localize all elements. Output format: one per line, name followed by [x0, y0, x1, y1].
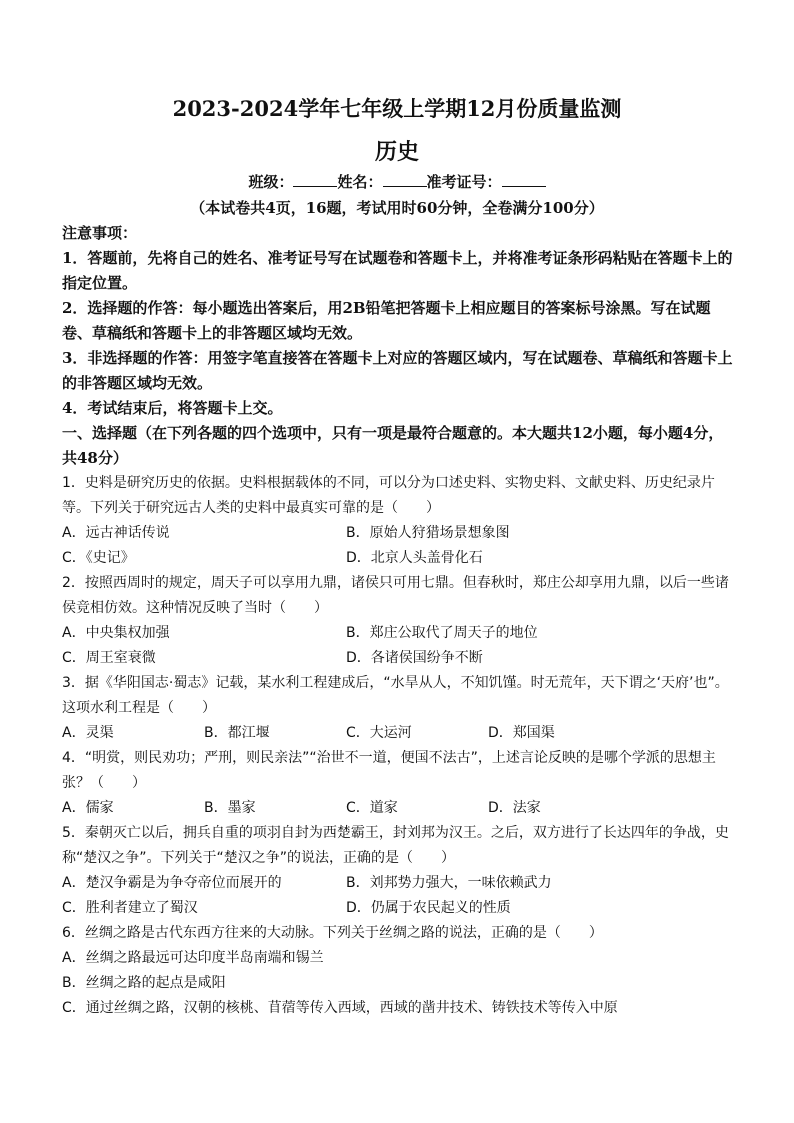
notice-item: 4．考试结束后，将答题卡上交。 [62, 399, 283, 417]
notice-heading: 注意事项： [62, 224, 138, 242]
exam-note: （本试卷共4页，16题，考试用时60分钟，全卷满分100分） [190, 199, 604, 217]
section-heading: 一、选择题（在下列各题的四个选项中，只有一项是最符合题意的。本大题共12小题，每小题4分，共48分） [62, 424, 724, 467]
name-blank [383, 172, 427, 187]
option: C．周王室衰微 [62, 650, 156, 666]
option: A．远古神话传说 [62, 525, 170, 541]
option: D．仍属于农民起义的性质 [346, 900, 511, 916]
option: B．都江堰 [204, 725, 270, 741]
option-row [62, 521, 738, 546]
notice-item: 1．答题前，先将自己的姓名、准考证号写在试题卷和答题卡上，并将准考证条形码粘贴在答题卡上的指定位置。 [62, 249, 733, 292]
option-row [62, 646, 738, 671]
exam-body [62, 221, 738, 1021]
option: B．墨家 [204, 800, 256, 816]
option: A．中央集权加强 [62, 625, 170, 641]
question-stem: 4．“明赏，则民劝功；严刑，则民亲法”“治世不一道，便国不法古”，上述言论反映的是哪个学派的思想主张？（ ） [62, 750, 716, 791]
question-stem: 6．丝绸之路是古代东西方往来的大动脉。下列关于丝绸之路的说法，正确的是（ ） [62, 925, 603, 941]
option: A．楚汉争霸是为争夺帝位而展开的 [62, 875, 282, 891]
notice-item: 2．选择题的作答：每小题选出答案后，用2B铅笔把答题卡上相应题目的答案标号涂黑。写在试题卷、草稿纸和答题卡上的非答题区域均无效。 [62, 299, 711, 342]
notice-item: 3．非选择题的作答：用签字笔直接答在答题卡上对应的答题区域内，写在试题卷、草稿纸和答题卡上的非答题区域均无效。 [62, 349, 733, 392]
option-row [62, 896, 738, 921]
option: B．丝绸之路的起点是咸阳 [62, 975, 226, 991]
option-row [62, 796, 738, 821]
option: C．《史记》 [62, 550, 135, 566]
option: A．儒家 [62, 800, 114, 816]
name-label: 姓名： [337, 173, 383, 191]
option: A．丝绸之路最远可达印度半岛南端和锡兰 [62, 950, 324, 966]
class-blank [293, 172, 337, 187]
id-label: 准考证号： [426, 173, 502, 191]
option: D．北京人头盖骨化石 [346, 550, 483, 566]
student-info-line [0, 172, 794, 192]
option: C．胜利者建立了蜀汉 [62, 900, 198, 916]
option: A．灵渠 [62, 725, 114, 741]
option-row [62, 871, 738, 896]
option: B．刘邦势力强大，一味依赖武力 [346, 875, 552, 891]
option-row [62, 721, 738, 746]
question-stem: 2．按照西周时的规定，周天子可以享用九鼎，诸侯只可用七鼎。但春秋时，郑庄公却享用九鼎，以后一些诸侯竞相仿效。这种情况反映了当时（ ） [62, 575, 729, 616]
exam-title: 2023-2024学年七年级上学期12月份质量监测 [172, 96, 622, 121]
exam-subject: 历史 [374, 139, 419, 165]
option: C．大运河 [346, 725, 412, 741]
option-row [62, 621, 738, 646]
option-row [62, 546, 738, 571]
option: D．各诸侯国纷争不断 [346, 650, 483, 666]
question-stem: 5．秦朝灭亡以后，拥兵自重的项羽自封为西楚霸王，封刘邦为汉王。之后，双方进行了长达四年的争战，史称“楚汉之争”。下列关于“楚汉之争”的说法，正确的是（ ） [62, 825, 729, 866]
option: D．郑国渠 [488, 725, 555, 741]
option: B．原始人狩猎场景想象图 [346, 525, 510, 541]
option: C．通过丝绸之路，汉朝的核桃、苜蓿等传入西域，西域的凿井技术、铸铁技术等传入中原 [62, 1000, 618, 1016]
class-label: 班级： [248, 173, 294, 191]
question-stem: 3．据《华阳国志·蜀志》记载，某水利工程建成后，“水旱从人，不知饥馑。时无荒年，天下谓之‘天府’也”。这项水利工程是（ ） [62, 675, 729, 716]
option: D．法家 [488, 800, 541, 816]
option: B．郑庄公取代了周天子的地位 [346, 625, 538, 641]
id-blank [502, 172, 546, 187]
option: C．道家 [346, 800, 398, 816]
question-stem: 1．史料是研究历史的依据。史料根据载体的不同，可以分为口述史料、实物史料、文献史料、历史纪录片等。下列关于研究远古人类的史料中最真实可靠的是（ ） [62, 475, 715, 516]
